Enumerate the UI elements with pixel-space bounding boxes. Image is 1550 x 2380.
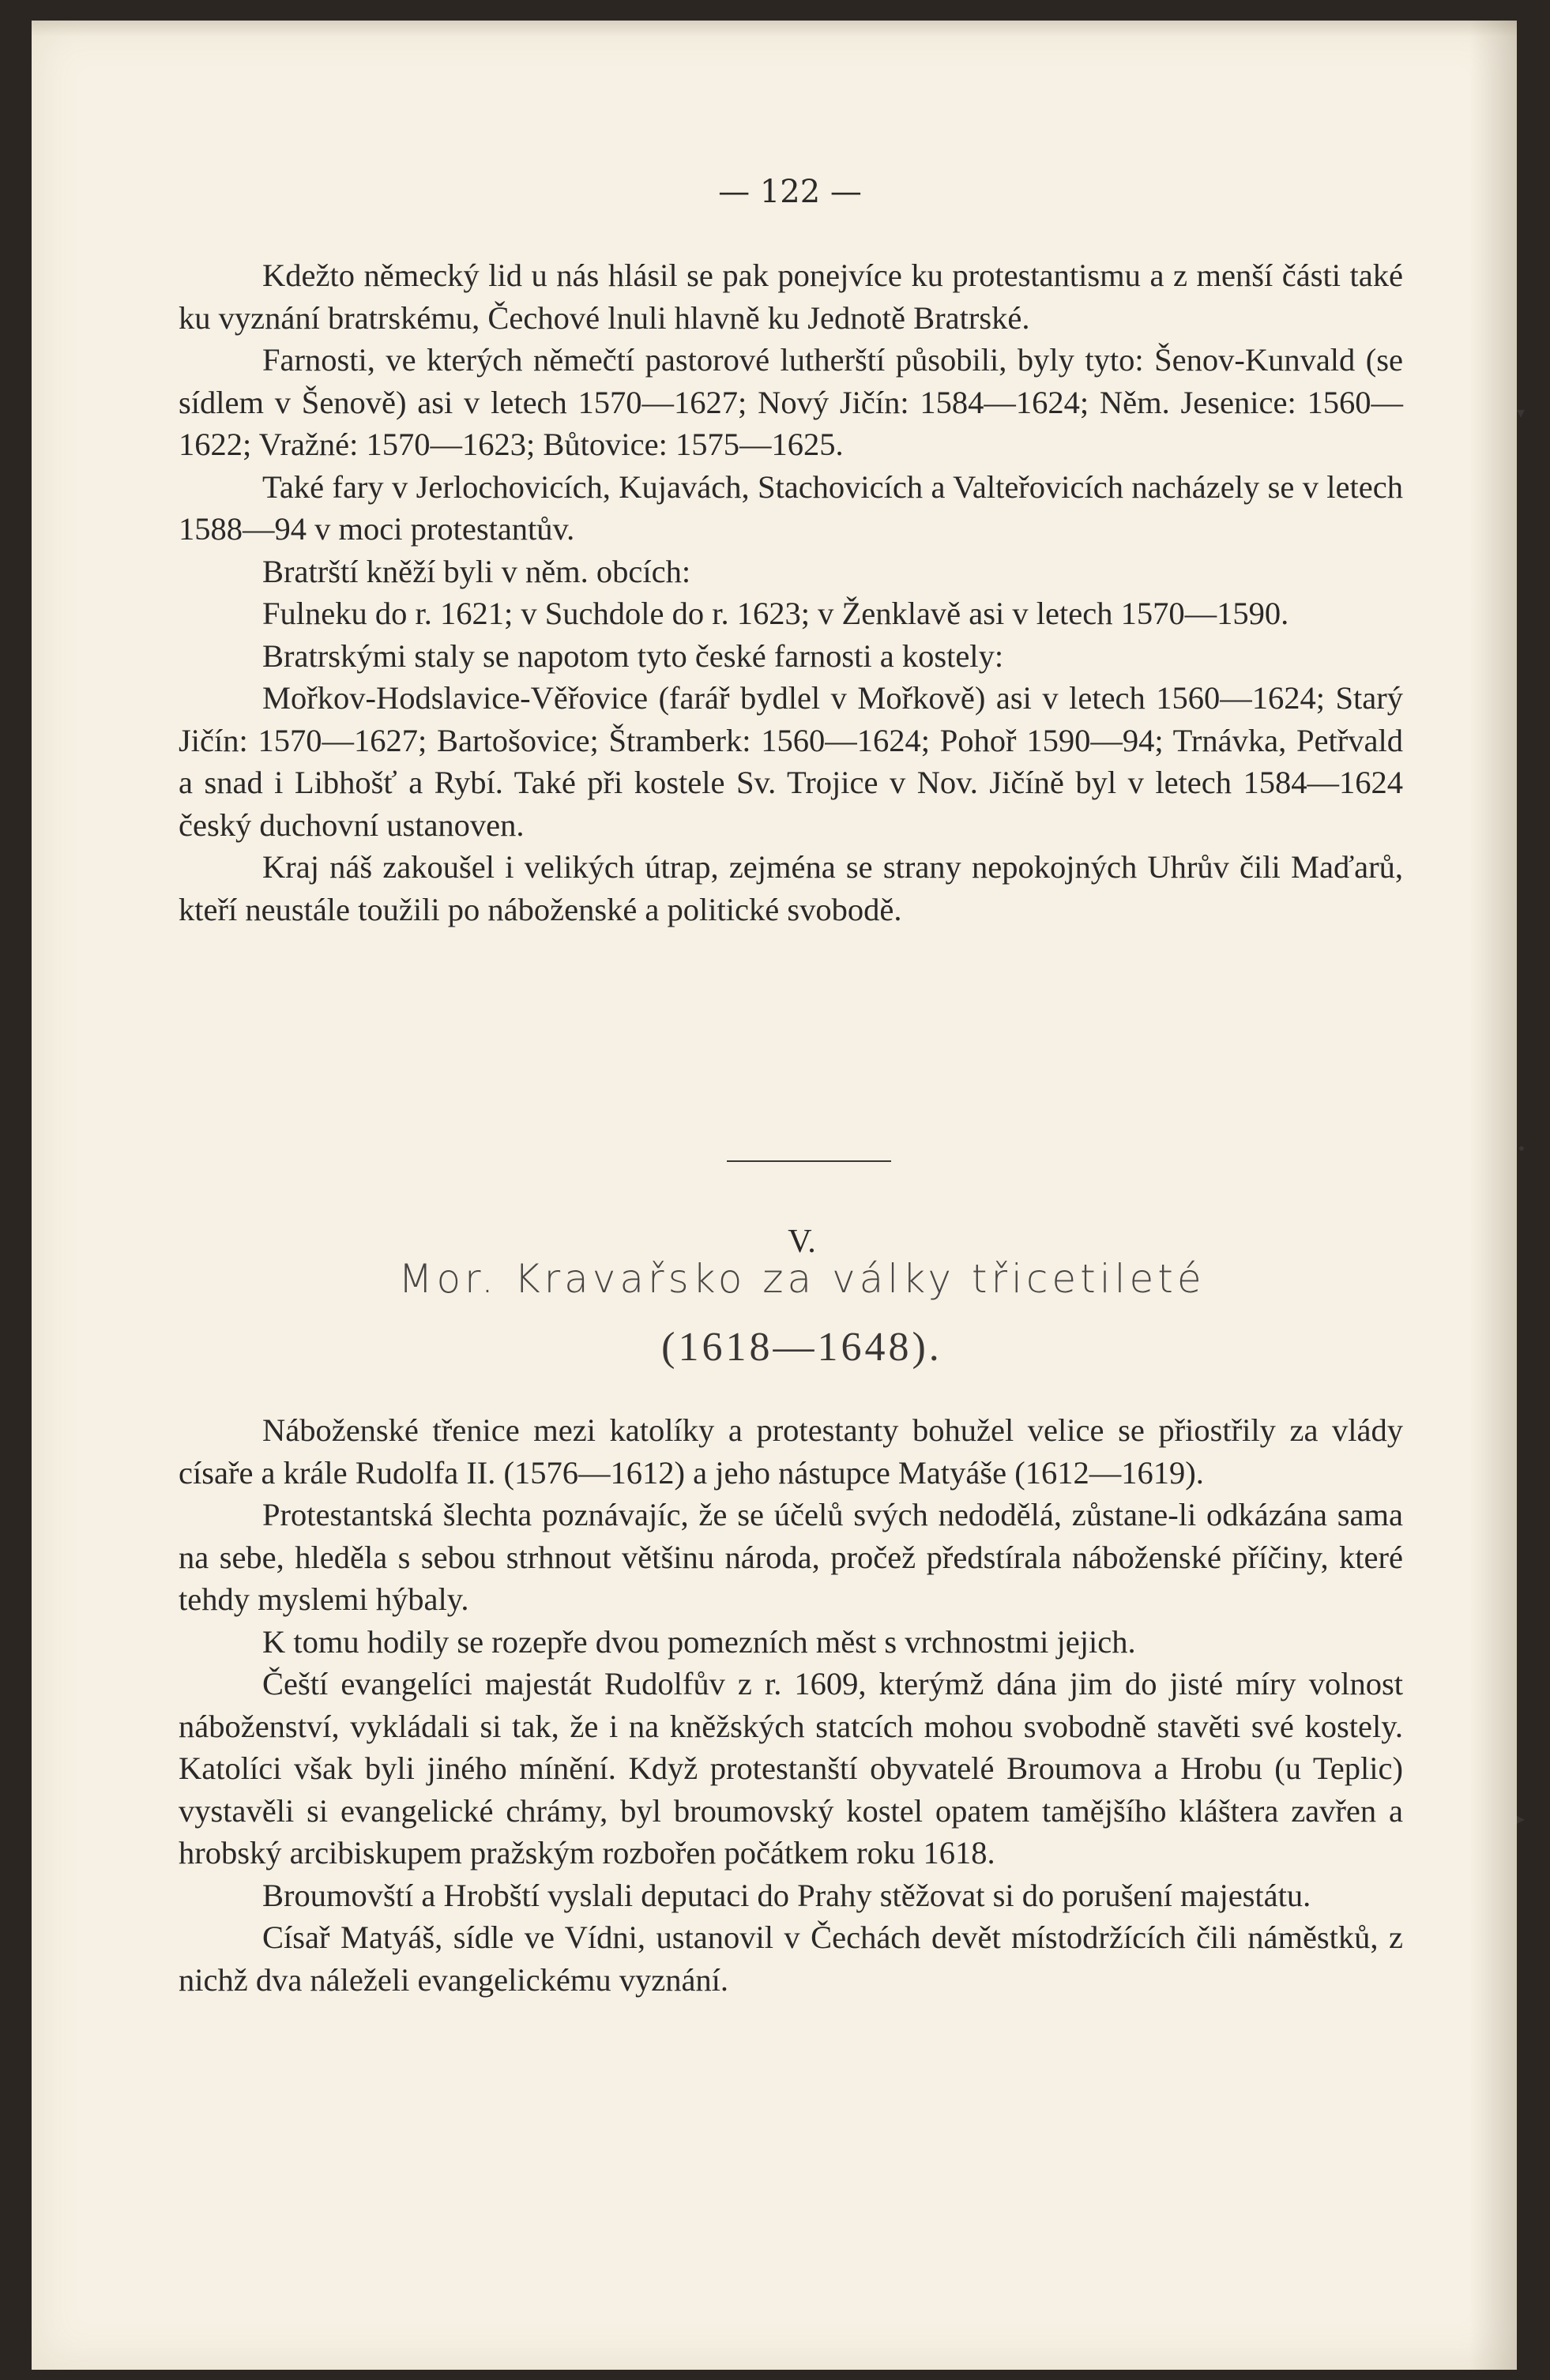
paragraph: Také fary v Jerlochovicích, Kujavách, Stachovicích a Valteřovicích nacházely se v letech 1588—94 v moci protestantův.	[179, 468, 1403, 547]
paragraph: Kdežto německý lid u nás hlásil se pak ponejvíce ku protestantismu a z menší části také ku vyznání bratrskému, Čechové lnuli hlavně ku Jednotě Bratrské.	[179, 258, 1403, 336]
paragraph: Broumovští a Hrobští vyslali deputaci do Prahy stěžovat si do porušení majestátu.	[262, 1877, 1311, 1913]
chapter-years: (1618—1648).	[661, 1325, 942, 1370]
paragraph: Kraj náš zakoušel i velikých útrap, zejména se strany nepokojných Uhrův čili Maďarů, kteří neustále toužili po náboženské a politické svobodě.	[179, 849, 1403, 927]
page-number: — 122 —	[718, 174, 862, 210]
paragraph: Bratrskými staly se napotom tyto české farnosti a kostely:	[262, 637, 1004, 674]
chapter-number: V.	[788, 1224, 816, 1260]
paragraph: K tomu hodily se rozepře dvou pomezních měst s vrchnostmi jejich.	[262, 1623, 1136, 1660]
section-separator	[727, 1160, 891, 1162]
margin-speck: •	[1517, 1139, 1526, 1158]
paragraph: Protestantská šlechta poznávajíc, že se účelů svých nedodělá, zůstane-li odkázána sama na sebe, hleděla s sebou strhnout většinu národa, pročež předstírala náboženské příčiny, které tehdy myslemi hýbaly.	[179, 1497, 1403, 1617]
paragraph: Náboženské třenice mezi katolíky a protestanty bohužel velice se přiostřily za vlády císaře a krále Rudolfa II. (1576—1612) a jeho nástupce Matyáše (1612—1619).	[179, 1412, 1403, 1491]
paragraph: Farnosti, ve kterých němečtí pastorové lutherští působili, byly tyto: Šenov-Kunvald (se sídlem v Šenově) asi v letech 1570—1627; Nový Jičín: 1584—1624; Něm. Jesenice: 1560—1622; Vražné: 1570—1623; Bůtovice: 1575—1625.	[179, 342, 1403, 462]
margin-speck: ▸	[1517, 1809, 1526, 1828]
paragraph: Mořkov-Hodslavice-Věřovice (farář bydlel v Mořkově) asi v letech 1560—1624; Starý Jičín: 1570—1627; Bartošovice; Štramberk: 1560—1624; Pohoř 1590—94; Trnávka, Petřvald a snad i Libhošť a Rybí. Také při kostele Sv. Trojice v Nov. Jičíně byl v letech 1584—1624 český duchovní ustanoven.	[179, 680, 1403, 843]
scan-shadow-right	[1469, 21, 1517, 2370]
paragraph: Čeští evangelíci majestát Rudolfův z r. 1609, kterýmž dána jim do jisté míry volnost náboženství, vykládali si tak, že i na kněžských statcích mohou svobodně stavěti své kostely. Katolíci však byli jiného mínění. Když protestanští obyvatelé Broumova a Hrobu (u Teplic) vystavěli si evangelické chrámy, byl broumovský kostel opatem tamějšího kláštera zavřen a hrobský arcibiskupem pražským rozbořen počátkem roku 1618.	[179, 1666, 1403, 1871]
scan-shadow-top	[32, 21, 1517, 36]
paragraph: Fulneku do r. 1621; v Suchdole do r. 1623; v Ženklavě asi v letech 1570—1590.	[262, 596, 1289, 631]
section-2-text	[179, 1409, 1403, 2001]
margin-speck: ▾	[1517, 403, 1526, 422]
chapter-title: Mor. Kravařsko za války třicetileté	[398, 1256, 1206, 1302]
section-1-text	[179, 254, 1403, 931]
paragraph: Bratrští kněží byli v něm. obcích:	[262, 553, 691, 589]
paragraph: Císař Matyáš, sídle ve Vídni, ustanovil v Čechách devět místodržících čili náměstků, z nichž dva náleželi evangelickému vyznání.	[179, 1919, 1403, 1998]
